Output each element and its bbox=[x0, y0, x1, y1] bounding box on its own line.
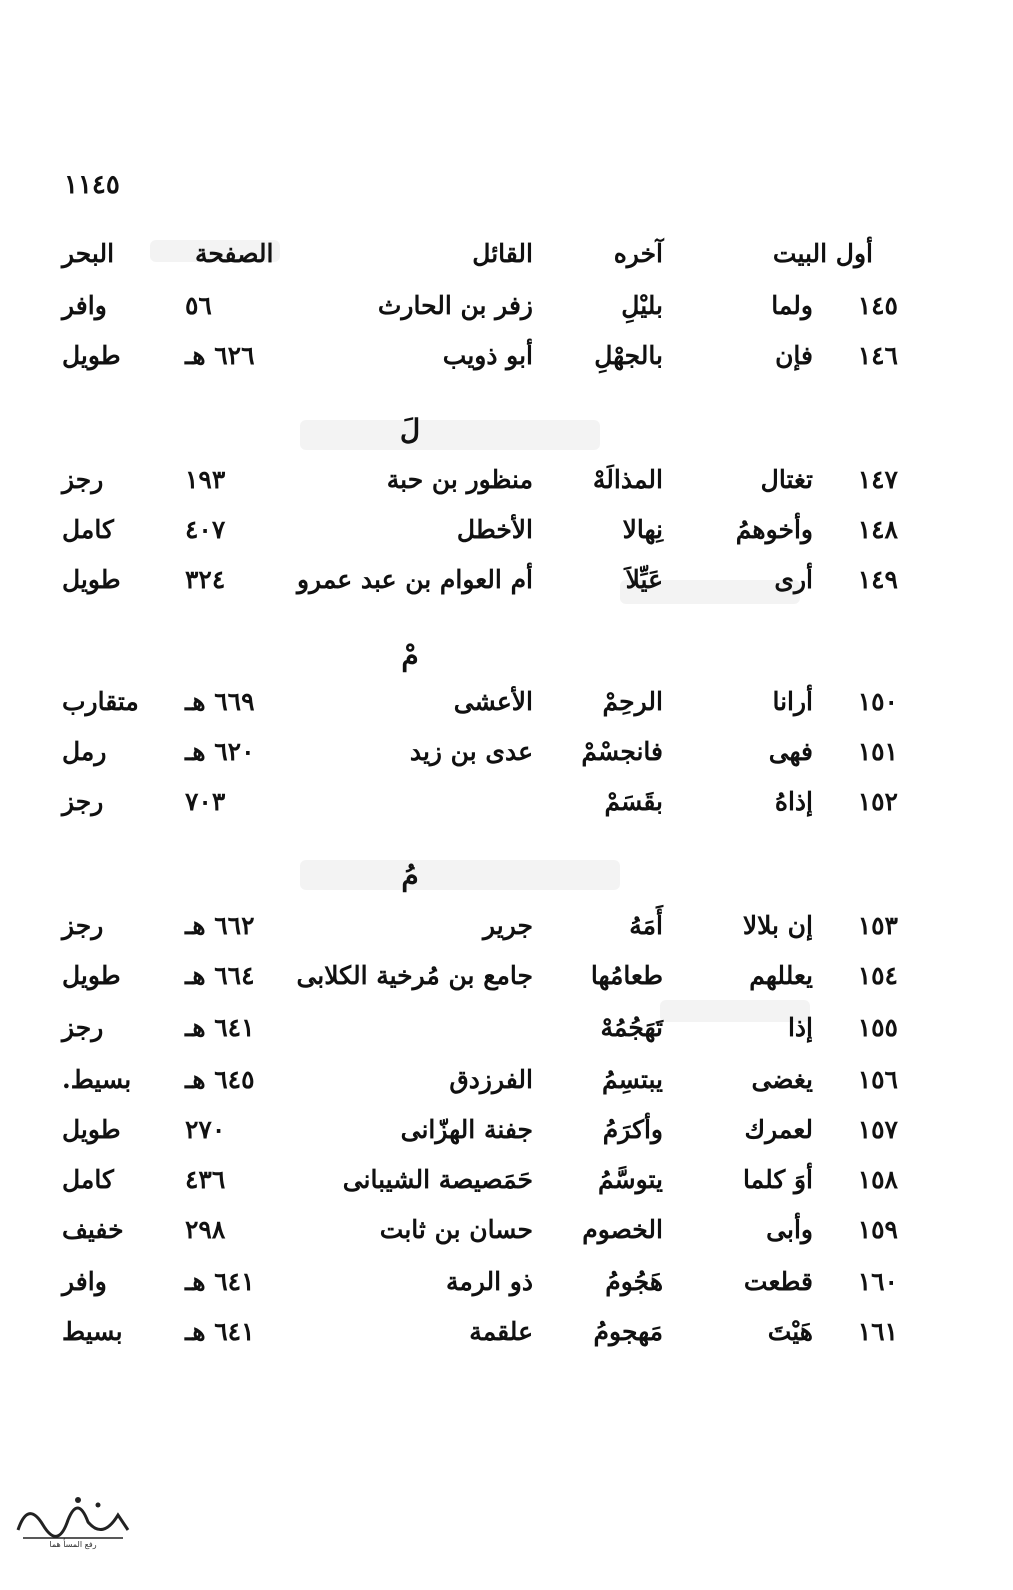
last-word: بليْلِ bbox=[621, 291, 663, 320]
first-word: وأخوهمُ bbox=[735, 515, 813, 544]
last-word: الخصوم bbox=[582, 1215, 663, 1244]
table-row bbox=[0, 904, 1013, 948]
table-row bbox=[0, 284, 1013, 328]
verse-number: ١٤٥ bbox=[857, 291, 898, 320]
last-word: طعامُها bbox=[590, 961, 663, 990]
scan-smudge bbox=[300, 860, 620, 890]
page-number: ١١٤٥ bbox=[64, 170, 120, 200]
meter: خفيف bbox=[62, 1215, 124, 1244]
poet: أم العوام بن عبد عمرو bbox=[296, 565, 533, 594]
last-word: هَجُومُ bbox=[605, 1267, 663, 1296]
seal-text: رفع المسأ هما bbox=[49, 1540, 97, 1549]
last-word: بقَسَمْ bbox=[604, 787, 663, 816]
meter: رجز bbox=[62, 465, 104, 494]
verse-number: ١٦١ bbox=[857, 1317, 898, 1346]
last-word: الرحِمْ bbox=[602, 687, 663, 716]
table-row bbox=[0, 680, 1013, 724]
page-ref: ٦٤١ هـ bbox=[185, 1267, 255, 1296]
verse-number: ١٥٩ bbox=[857, 1215, 898, 1244]
verse-number: ١٤٦ bbox=[857, 341, 898, 370]
scan-smudge bbox=[300, 420, 600, 450]
meter: كامل bbox=[62, 1165, 114, 1194]
meter: وافر bbox=[62, 1267, 107, 1296]
rhyme-letter-heading: مْ bbox=[401, 639, 419, 672]
page-ref: ٦٢٠ هـ bbox=[185, 737, 255, 766]
meter: طويل bbox=[62, 341, 121, 370]
page-ref: ٦٤٥ هـ bbox=[185, 1065, 255, 1094]
poet: جامع بن مُرخية الكلابى bbox=[296, 961, 533, 990]
meter: طويل bbox=[62, 1115, 121, 1144]
table-row bbox=[0, 1260, 1013, 1304]
first-word: يعللهم bbox=[749, 961, 813, 990]
header-last-word: آخره bbox=[613, 239, 663, 268]
table-row bbox=[0, 1158, 1013, 1202]
first-word: هَيْتَ bbox=[767, 1317, 813, 1346]
page-ref: ٤٣٦ bbox=[185, 1165, 226, 1194]
poet: حسان بن ثابت bbox=[379, 1215, 533, 1244]
page-ref: ٦٢٦ هـ bbox=[185, 341, 255, 370]
verse-number: ١٥٣ bbox=[857, 911, 898, 940]
first-word: قطعت bbox=[743, 1267, 813, 1296]
table-row bbox=[0, 780, 1013, 824]
table-row bbox=[0, 558, 1013, 602]
first-word: لعمرك bbox=[744, 1115, 813, 1144]
meter: وافر bbox=[62, 291, 107, 320]
meter: متقارب bbox=[62, 687, 139, 716]
table-row bbox=[0, 1310, 1013, 1354]
first-word: أوَ كلما bbox=[743, 1165, 813, 1194]
page-ref: ٦٦٤ هـ bbox=[185, 961, 255, 990]
library-seal-logo bbox=[8, 1480, 138, 1550]
first-word: فإن bbox=[775, 341, 813, 370]
table-row bbox=[0, 458, 1013, 502]
meter: رجز bbox=[62, 1013, 104, 1042]
page-ref: ٦٦٢ هـ bbox=[185, 911, 255, 940]
page-ref: ٢٧٠ bbox=[185, 1115, 226, 1144]
header-first-verse: أول البيت bbox=[772, 239, 873, 268]
verse-number: ١٤٧ bbox=[857, 465, 898, 494]
first-word: أرانا bbox=[772, 687, 813, 716]
verse-number: ١٥٢ bbox=[857, 787, 898, 816]
first-word: إن بلالا bbox=[742, 911, 813, 940]
poet: جفنة الهزّانى bbox=[400, 1115, 533, 1144]
meter: رمل bbox=[62, 737, 107, 766]
header-page: الصفحة bbox=[195, 239, 274, 268]
page-ref: ٢٩٨ bbox=[185, 1215, 226, 1244]
meter: رجز bbox=[62, 787, 104, 816]
page-ref: ٧٠٣ bbox=[185, 787, 226, 816]
verse-number: ١٥٠ bbox=[857, 687, 898, 716]
table-row bbox=[0, 1058, 1013, 1102]
table-row bbox=[0, 954, 1013, 998]
poet: الأعشى bbox=[453, 687, 533, 716]
first-word: أرى bbox=[774, 565, 813, 594]
verse-number: ١٥٦ bbox=[857, 1065, 898, 1094]
poet: حَمَصيصة الشيبانى bbox=[342, 1165, 533, 1194]
first-word: تغتال bbox=[760, 465, 813, 494]
first-word: فهى bbox=[768, 737, 813, 766]
meter: بسيط bbox=[62, 1317, 123, 1346]
last-word: أَمَهُ bbox=[629, 911, 663, 940]
poet: عدى بن زيد bbox=[409, 737, 533, 766]
poet: أبو ذويب bbox=[442, 341, 533, 370]
first-word: يغضى bbox=[751, 1065, 813, 1094]
header-meter: البحر bbox=[62, 239, 115, 268]
page-ref: ٥٦ bbox=[185, 291, 212, 320]
page-ref: ٤٠٧ bbox=[185, 515, 226, 544]
first-word: إذاهُ bbox=[774, 787, 813, 816]
meter: طويل bbox=[62, 565, 121, 594]
table-row bbox=[0, 1006, 1013, 1050]
verse-number: ١٥٨ bbox=[857, 1165, 898, 1194]
verse-number: ١٦٠ bbox=[857, 1267, 898, 1296]
verse-number: ١٥٥ bbox=[857, 1013, 898, 1042]
rhyme-letter-heading: لَ bbox=[399, 413, 421, 446]
last-word: وأكرَمُ bbox=[602, 1115, 663, 1144]
meter: كامل bbox=[62, 515, 114, 544]
last-word: عَيِّلاَ bbox=[625, 565, 663, 594]
page-ref: ١٩٣ bbox=[185, 465, 226, 494]
last-word: مَهجومُ bbox=[593, 1317, 663, 1346]
verse-number: ١٤٨ bbox=[857, 515, 898, 544]
last-word: فانجسْمْ bbox=[581, 737, 663, 766]
meter: طويل bbox=[62, 961, 121, 990]
first-word: ولما bbox=[771, 291, 813, 320]
last-word: نِهالا bbox=[622, 515, 663, 544]
first-word: وأبى bbox=[766, 1215, 813, 1244]
rhyme-letter-heading: مُ bbox=[401, 859, 419, 892]
poet: زفر بن الحارث bbox=[377, 291, 533, 320]
table-row bbox=[0, 508, 1013, 552]
page-ref: ٦٤١ هـ bbox=[185, 1317, 255, 1346]
table-row bbox=[0, 1208, 1013, 1252]
page-ref: ٦٦٩ هـ bbox=[185, 687, 255, 716]
verse-number: ١٥١ bbox=[857, 737, 898, 766]
last-word: يتوسَّمُ bbox=[597, 1165, 663, 1194]
table-header bbox=[0, 232, 1013, 276]
poet: علقمة bbox=[469, 1317, 533, 1346]
table-row bbox=[0, 1108, 1013, 1152]
poet: منظور بن حبة bbox=[386, 465, 533, 494]
table-row bbox=[0, 334, 1013, 378]
poet: الأخطل bbox=[456, 515, 533, 544]
poet: جرير bbox=[483, 911, 533, 940]
header-poet: القائل bbox=[472, 239, 533, 268]
meter: بسيط. bbox=[62, 1065, 132, 1094]
page-ref: ٣٢٤ bbox=[185, 565, 226, 594]
poet: الفرزدق bbox=[449, 1065, 533, 1094]
page-ref: ٦٤١ هـ bbox=[185, 1013, 255, 1042]
last-word: بالجهْلِ bbox=[594, 341, 663, 370]
first-word: إذا bbox=[787, 1013, 813, 1042]
verse-number: ١٥٧ bbox=[857, 1115, 898, 1144]
last-word: تَهَجُمُهْ bbox=[600, 1013, 663, 1042]
verse-number: ١٥٤ bbox=[857, 961, 898, 990]
last-word: يبتسِمُ bbox=[602, 1065, 663, 1094]
meter: رجز bbox=[62, 911, 104, 940]
table-row bbox=[0, 730, 1013, 774]
verse-number: ١٤٩ bbox=[857, 565, 898, 594]
last-word: المذالَهْ bbox=[592, 465, 663, 494]
poet: ذو الرمة bbox=[445, 1267, 533, 1296]
